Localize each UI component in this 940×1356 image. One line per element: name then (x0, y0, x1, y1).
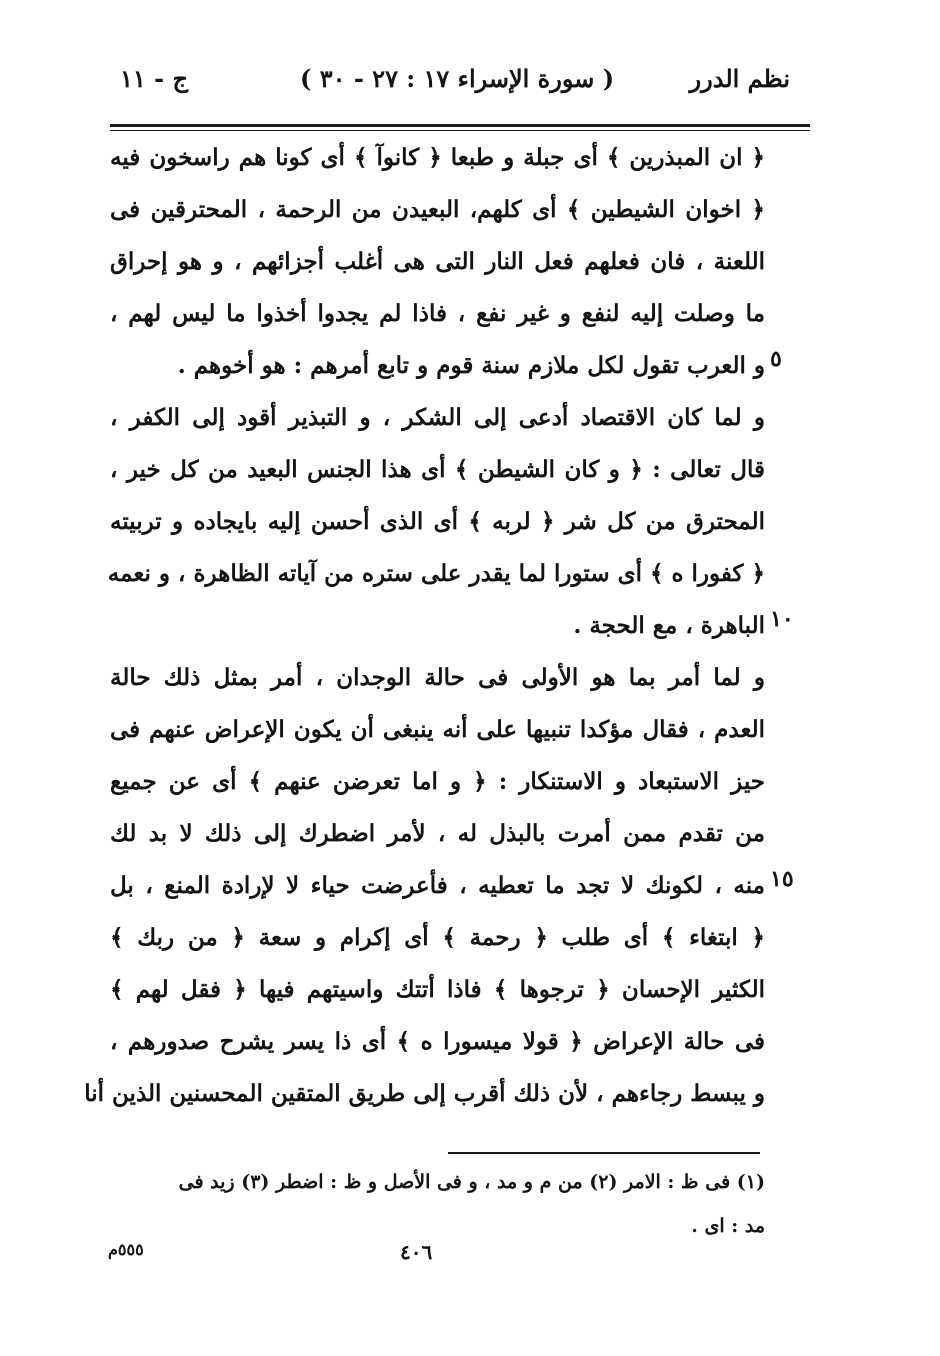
text-line: منه ، لكونك لا تجد ما تعطيه ، فأعرضت حياء لا لإرادة المنع ، بل (110, 872, 765, 899)
printer-signature: ٥٥٥م (108, 1240, 144, 1259)
text-line: الكثير الإحسان ﴿ ترجوها ﴾ فاذا أتتك واسيتهم فيها ﴿ فقل لهم ﴾ (110, 976, 765, 1003)
footnote-line: (١) فى ظ : الامر (٢) من م و مد ، و فى الأصل و ظ : اضطر (٣) زيد فى (178, 1171, 765, 1193)
running-header (110, 64, 790, 104)
text-line: ﴿ اخوان الشيطين ﴾ أى كلهم، البعيدن من الرحمة ، المحترقين فى (110, 196, 765, 223)
main-text (84, 132, 766, 1120)
text-line: المحترق من كل شر ﴿ لربه ﴾ أى الذى أحسن إليه بايجاده و تربيته (110, 508, 765, 535)
text-line: و يبسط رجاءهم ، لأن ذلك أقرب إلى طريق المتقين المحسنين الذين أنا (84, 1080, 765, 1107)
chapter-reference: ( سورة الإسراء ١٧ : ٢٧ - ٣٠ ) (300, 64, 615, 93)
text-line: حيز الاستبعاد و الاستنكار : ﴿ و اما تعرضن عنهم ﴾ أى عن جميع (110, 768, 765, 795)
text-line: الباهرة ، مع الحجة . (573, 612, 765, 639)
text-line: و العرب تقول لكل ملازم سنة قوم و تابع أمرهم : هو أخوهم . (177, 352, 765, 379)
text-line: من تقدم ممن أمرت بالبذل له ، لأمر اضطرك إلى ذلك لا بد لك (110, 820, 765, 847)
text-line: ما وصلت إليه لنفع و غير نفع ، فاذا لم يجدوا أخذوا ما ليس لهم ، (110, 300, 765, 327)
text-line: قال تعالى : ﴿ و كان الشيطن ﴾ أى هذا الجنس البعيد من كل خير ، (110, 456, 765, 483)
text-line: و لما أمر بما هو الأولى فى حالة الوجدان ، أمر بمثل ذلك حالة (110, 664, 765, 691)
page-number: ٤٠٦ (400, 1240, 433, 1264)
line-number-15: ١٥ (770, 866, 794, 892)
text-line: فى حالة الإعراض ﴿ قولا ميسورا ه ﴾ أى ذا يسر يشرح صدورهم ، (110, 1028, 765, 1055)
text-line: و لما كان الاقتصاد أدعى إلى الشكر ، و التبذير أقود إلى الكفر ، (110, 404, 765, 431)
text-line: العدم ، فقال مؤكدا تنبيها على أنه ينبغى أن يكون الإعراض عنهم فى (110, 716, 765, 743)
line-number-5: ٥ (770, 346, 782, 372)
text-line: ﴿ كفورا ه ﴾ أى ستورا لما يقدر على ستره من آياته الظاهرة ، و نعمه (107, 560, 765, 587)
book-title: نظم الدرر (689, 64, 790, 93)
line-number-10: ١٠ (770, 606, 794, 632)
text-line: ﴿ ان المبذرين ﴾ أى جبلة و طبعا ﴿ كانوآ ﴾ أى كونا هم راسخون فيه (110, 144, 766, 171)
footnote-separator (448, 1152, 760, 1154)
footnote-line: مد : اى . (691, 1215, 765, 1237)
page-footer (0, 1240, 940, 1270)
header-rule-thin (110, 130, 810, 131)
text-line: ﴿ ابتغاء ﴾ أى طلب ﴿ رحمة ﴾ أى إكرام و سعة ﴿ من ربك ﴾ (110, 924, 765, 951)
header-rule-thick (110, 124, 810, 127)
volume-number: ج - ١١ (120, 64, 188, 93)
text-line: اللعنة ، فان فعلهم فعل النار التى هى أغلب أجزائهم ، و هو إحراق (110, 248, 765, 275)
footnotes (110, 1160, 765, 1248)
